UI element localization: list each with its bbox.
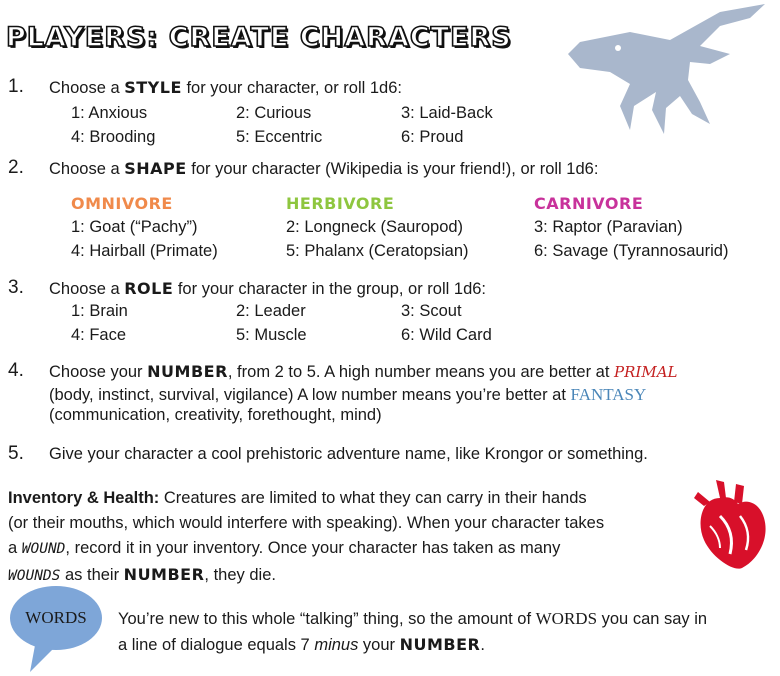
shape-option: 4: Hairball (Primate): [71, 242, 218, 260]
step1-number: 1.: [8, 76, 24, 97]
step3-number: 3.: [8, 277, 24, 298]
fantasy-word: FANTASY: [570, 385, 647, 404]
style-keyword: STYLE: [124, 78, 182, 97]
style-option: 6: Proud: [401, 128, 464, 146]
style-option: 5: Eccentric: [236, 128, 323, 146]
style-option: 4: Brooding: [71, 128, 156, 146]
shape-option: 2: Longneck (Sauropod): [286, 218, 464, 236]
step3-text: Choose a ROLE for your character in the group, or roll 1d6:: [49, 279, 487, 298]
role-option: 1: Brain: [71, 302, 128, 320]
shape-option: 1: Goat (“Pachy”): [71, 218, 198, 236]
role-option: 5: Muscle: [236, 326, 307, 344]
step4-line2: (body, instinct, survival, vigilance) A low number means you’re better at FANTASY: [49, 385, 647, 404]
step1-text: Choose a STYLE for your character, or roll 1d6:: [49, 78, 402, 97]
step4-line1: Choose your NUMBER, from 2 to 5. A high number means you are better at PRIMAL: [49, 362, 678, 381]
wounds-word: WOUNDS: [8, 568, 61, 584]
primal-word: PRIMAL: [614, 363, 678, 381]
style-option: 3: Laid-Back: [401, 104, 493, 122]
step2-text: Choose a SHAPE for your character (Wikipedia is your friend!), or roll 1d6:: [49, 159, 599, 178]
shape-option: 6: Savage (Tyrannosaurid): [534, 242, 729, 260]
words-bubble-label: WORDS: [25, 608, 87, 627]
shape-option: 5: Phalanx (Ceratopsian): [286, 242, 469, 260]
words-word: WORDS: [535, 609, 598, 628]
role-option: 4: Face: [71, 326, 127, 344]
style-option: 1: Anxious: [71, 104, 148, 122]
words-paragraph: You’re new to this whole “talking” thing, so the amount of WORDS you can say in a line of dialogue equals 7 minus your NUMBER.: [118, 609, 708, 654]
shape-option: 3: Raptor (Paravian): [534, 218, 683, 236]
herbivore-label: HERBIVORE: [286, 194, 395, 213]
speech-bubble-icon: [6, 584, 106, 676]
inventory-heading: Inventory & Health:: [8, 489, 160, 507]
omnivore-label: OMNIVORE: [71, 194, 173, 213]
number-keyword: NUMBER: [147, 362, 228, 381]
step5-number: 5.: [8, 443, 24, 464]
step5-text: Give your character a cool prehistoric adventure name, like Krongor or something.: [49, 445, 648, 463]
shape-keyword: SHAPE: [124, 159, 187, 178]
role-option: 3: Scout: [401, 302, 462, 320]
step2-number: 2.: [8, 157, 24, 178]
step4-line3: (communication, creativity, forethought, mind): [49, 406, 382, 424]
carnivore-label: CARNIVORE: [534, 194, 644, 213]
style-option: 2: Curious: [236, 104, 312, 122]
page-title: PLAYERS: CREATE CHARACTERS: [6, 22, 512, 53]
step4-number: 4.: [8, 360, 24, 381]
anatomical-heart-icon: [690, 476, 775, 576]
role-option: 2: Leader: [236, 302, 306, 320]
role-keyword: ROLE: [124, 279, 174, 298]
wound-word: WOUND: [21, 541, 66, 557]
role-option: 6: Wild Card: [401, 326, 492, 344]
inventory-paragraph: Inventory & Health: Creatures are limited to what they can carry in their hands (or their mouths, which would interfere with speaking). When your character takes a WOUND, record it in your inventory. Once your character has taken as many WOUNDS as their NUMBER, they die.: [8, 489, 605, 584]
pterodactyl-icon: [560, 2, 780, 142]
